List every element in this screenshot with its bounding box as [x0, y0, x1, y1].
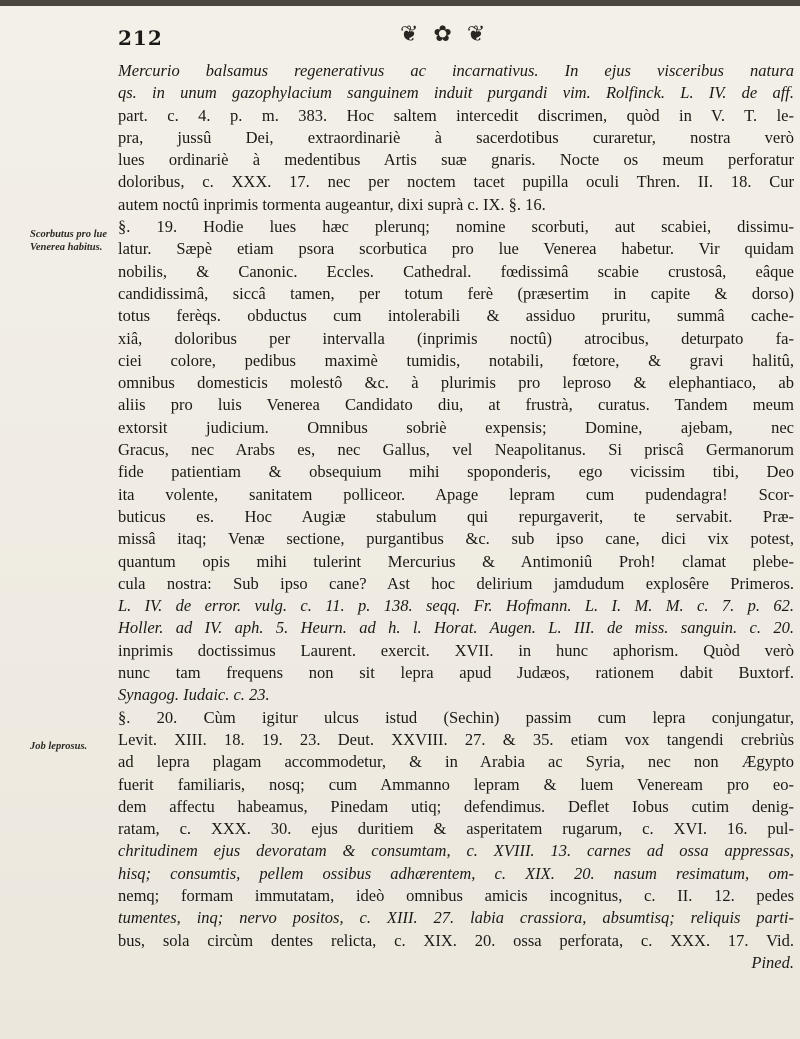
text-line: L. IV. de error. vulg. c. 11. p. 138. seqq. Fr. Hofmann. L. I. M. M. c. 7. p. 62. — [118, 596, 794, 616]
text-line: part. c. 4. p. m. 383. Hoc saltem intercedit discrimen, quòd in V. T. le- — [118, 105, 794, 125]
text-line: bus, sola circùm dentes relicta, c. XIX. 20. ossa perforata, c. XXX. 17. Vid. — [118, 930, 794, 950]
catchword: Pined. — [751, 952, 794, 972]
text-line: hisq; consumtis, pellem ossibus adhærentem, c. XIX. 20. nasum resimatum, om- — [118, 863, 794, 883]
text-line: doloribus, c. XXX. 17. nec per noctem tacet pupilla oculi Thren. II. 18. Cur — [118, 172, 794, 192]
body-text — [118, 60, 794, 974]
text-line: ciei colore, pedibus maximè tumidis, notabili, fœtore, & gravi halitû, — [118, 350, 794, 370]
text-line: pra, jussû Dei, extraordinariè à sacerdotibus curaretur, nostra verò — [118, 127, 794, 147]
text-line: extorsit judicium. Omnibus sobriè expensis; Domine, ajebam, nec — [118, 417, 794, 437]
margin-note-job-leprosus: Job leprosus. — [30, 741, 88, 752]
text-line: missâ itaq; Venæ sectione, purgantibus &c. sub ipso cane, dici vix potest, — [118, 529, 794, 549]
text-line: candidissimâ, siccâ tamen, per totum ferè (præsertim in capite & dorso) — [118, 283, 794, 303]
text-line: nobilis, & Canonic. Eccles. Cathedral. fœdissimâ scabie crustosâ, eâque — [118, 261, 794, 281]
text-line: Mercurio balsamus regenerativus ac incarnativus. In ejus visceribus natura — [118, 61, 794, 80]
text-line: Gracus, nec Arabs es, nec Gallus, vel Neapolitanus. Si priscâ Germanorum — [118, 440, 794, 460]
text-line: ita volente, sanitatem polliceor. Apage lepram cum pudendagra! Scor- — [118, 484, 794, 504]
text-line: Synagog. Iudaic. c. 23. — [118, 685, 270, 705]
text-line: nemq; formam immutatam, ideò omnibus amicis incognitus, c. II. 12. pedes — [118, 885, 794, 905]
text-line: latur. Sæpè etiam psora scorbutica pro lue Venerea habetur. Vir quidam — [118, 239, 794, 259]
text-line: quantum opis mihi tulerint Mercurius & Antimoniû Proh! clamat plebe- — [118, 551, 794, 571]
text-line: chritudinem ejus devoratam & consumtam, c. XVIII. 13. carnes ad ossa appressas, — [118, 841, 794, 861]
text-line: xiâ, doloribus per intervalla (inprimis noctû) atrocibus, deturpato fa- — [118, 328, 794, 348]
text-line: cula nostra: Sub ipso cane? Ast hoc delirium jamdudum explosêre Primeros. — [118, 573, 794, 593]
text-line: Levit. XIII. 18. 19. 23. Deut. XXVIII. 27. & 35. etiam vox tangendi crebriùs — [118, 729, 794, 749]
text-line: ad lepra plagam accommodetur, & in Arabia ac Syria, nec non Ægypto — [118, 752, 794, 772]
text-line: inprimis doctissimus Laurent. exercit. XVII. in hunc aphorism. Quòd verò — [118, 640, 794, 660]
page-top-edge — [0, 0, 800, 6]
page-number: 212 — [118, 26, 163, 50]
text-line: dem affectu habeamus, Pinedam utiq; defendimus. Deflet Iobus cutim denig- — [118, 796, 794, 816]
text-line: qs. in unum gazophylacium sanguinem induit purgandi vim. Rolfinck. L. IV. de aff. — [118, 83, 794, 103]
margin-note-scorbutus: Scorbutus pro lue Venerea habitus. — [30, 229, 108, 253]
text-line: aliis pro luis Venerea Candidato diu, at frustrà, curatus. Tandem meum — [118, 395, 794, 415]
text-line: lues ordinariè à medentibus Artis suæ gnaris. Nocte os meum perforatur — [118, 150, 794, 170]
text-line: omnibus domesticis molestô &c. à plurimis pro leproso & elephantiaco, ab — [118, 373, 794, 393]
text-line: buticus es. Hoc Augiæ stabulum qui repurgaverit, te servabit. Præ- — [118, 506, 794, 526]
text-line: Holler. ad IV. aph. 5. Heurn. ad h. l. Horat. Augen. L. III. de miss. sanguin. c. 20. — [118, 618, 794, 638]
text-line: totus ferèqs. obductus cum intolerabili & assiduo pruritu, summâ cache- — [118, 306, 794, 326]
text-line: ratam, c. XXX. 30. ejus duritiem & asperitatem rugarum, c. XVI. 16. pul- — [118, 819, 794, 839]
header-ornament: ❦ ✿ ❦ — [400, 22, 490, 47]
text-line: nunc tam frequens non sit lepra apud Judæos, rationem dabit Buxtorf. — [118, 663, 794, 683]
text-line: §. 19. Hodie lues hæc plerunq; nomine scorbuti, aut scabiei, dissimu- — [118, 217, 794, 237]
text-line: §. 20. Cùm igitur ulcus istud (Sechin) passim cum lepra conjungatur, — [118, 707, 794, 727]
text-line: autem noctû inprimis tormenta augeantur, dixi suprà c. IX. §. 16. — [118, 194, 546, 214]
text-line: fuerit familiaris, nosq; cum Ammanno lepram & luem Veneream pro eo- — [118, 774, 794, 794]
text-line: fide patientiam & obsequium mihi spoponderis, ego vicissim tibi, Deo — [118, 462, 794, 482]
text-line: tumentes, inq; nervo positos, c. XIII. 27. labia crassiora, absumtisq; reliquis parti- — [118, 908, 794, 928]
